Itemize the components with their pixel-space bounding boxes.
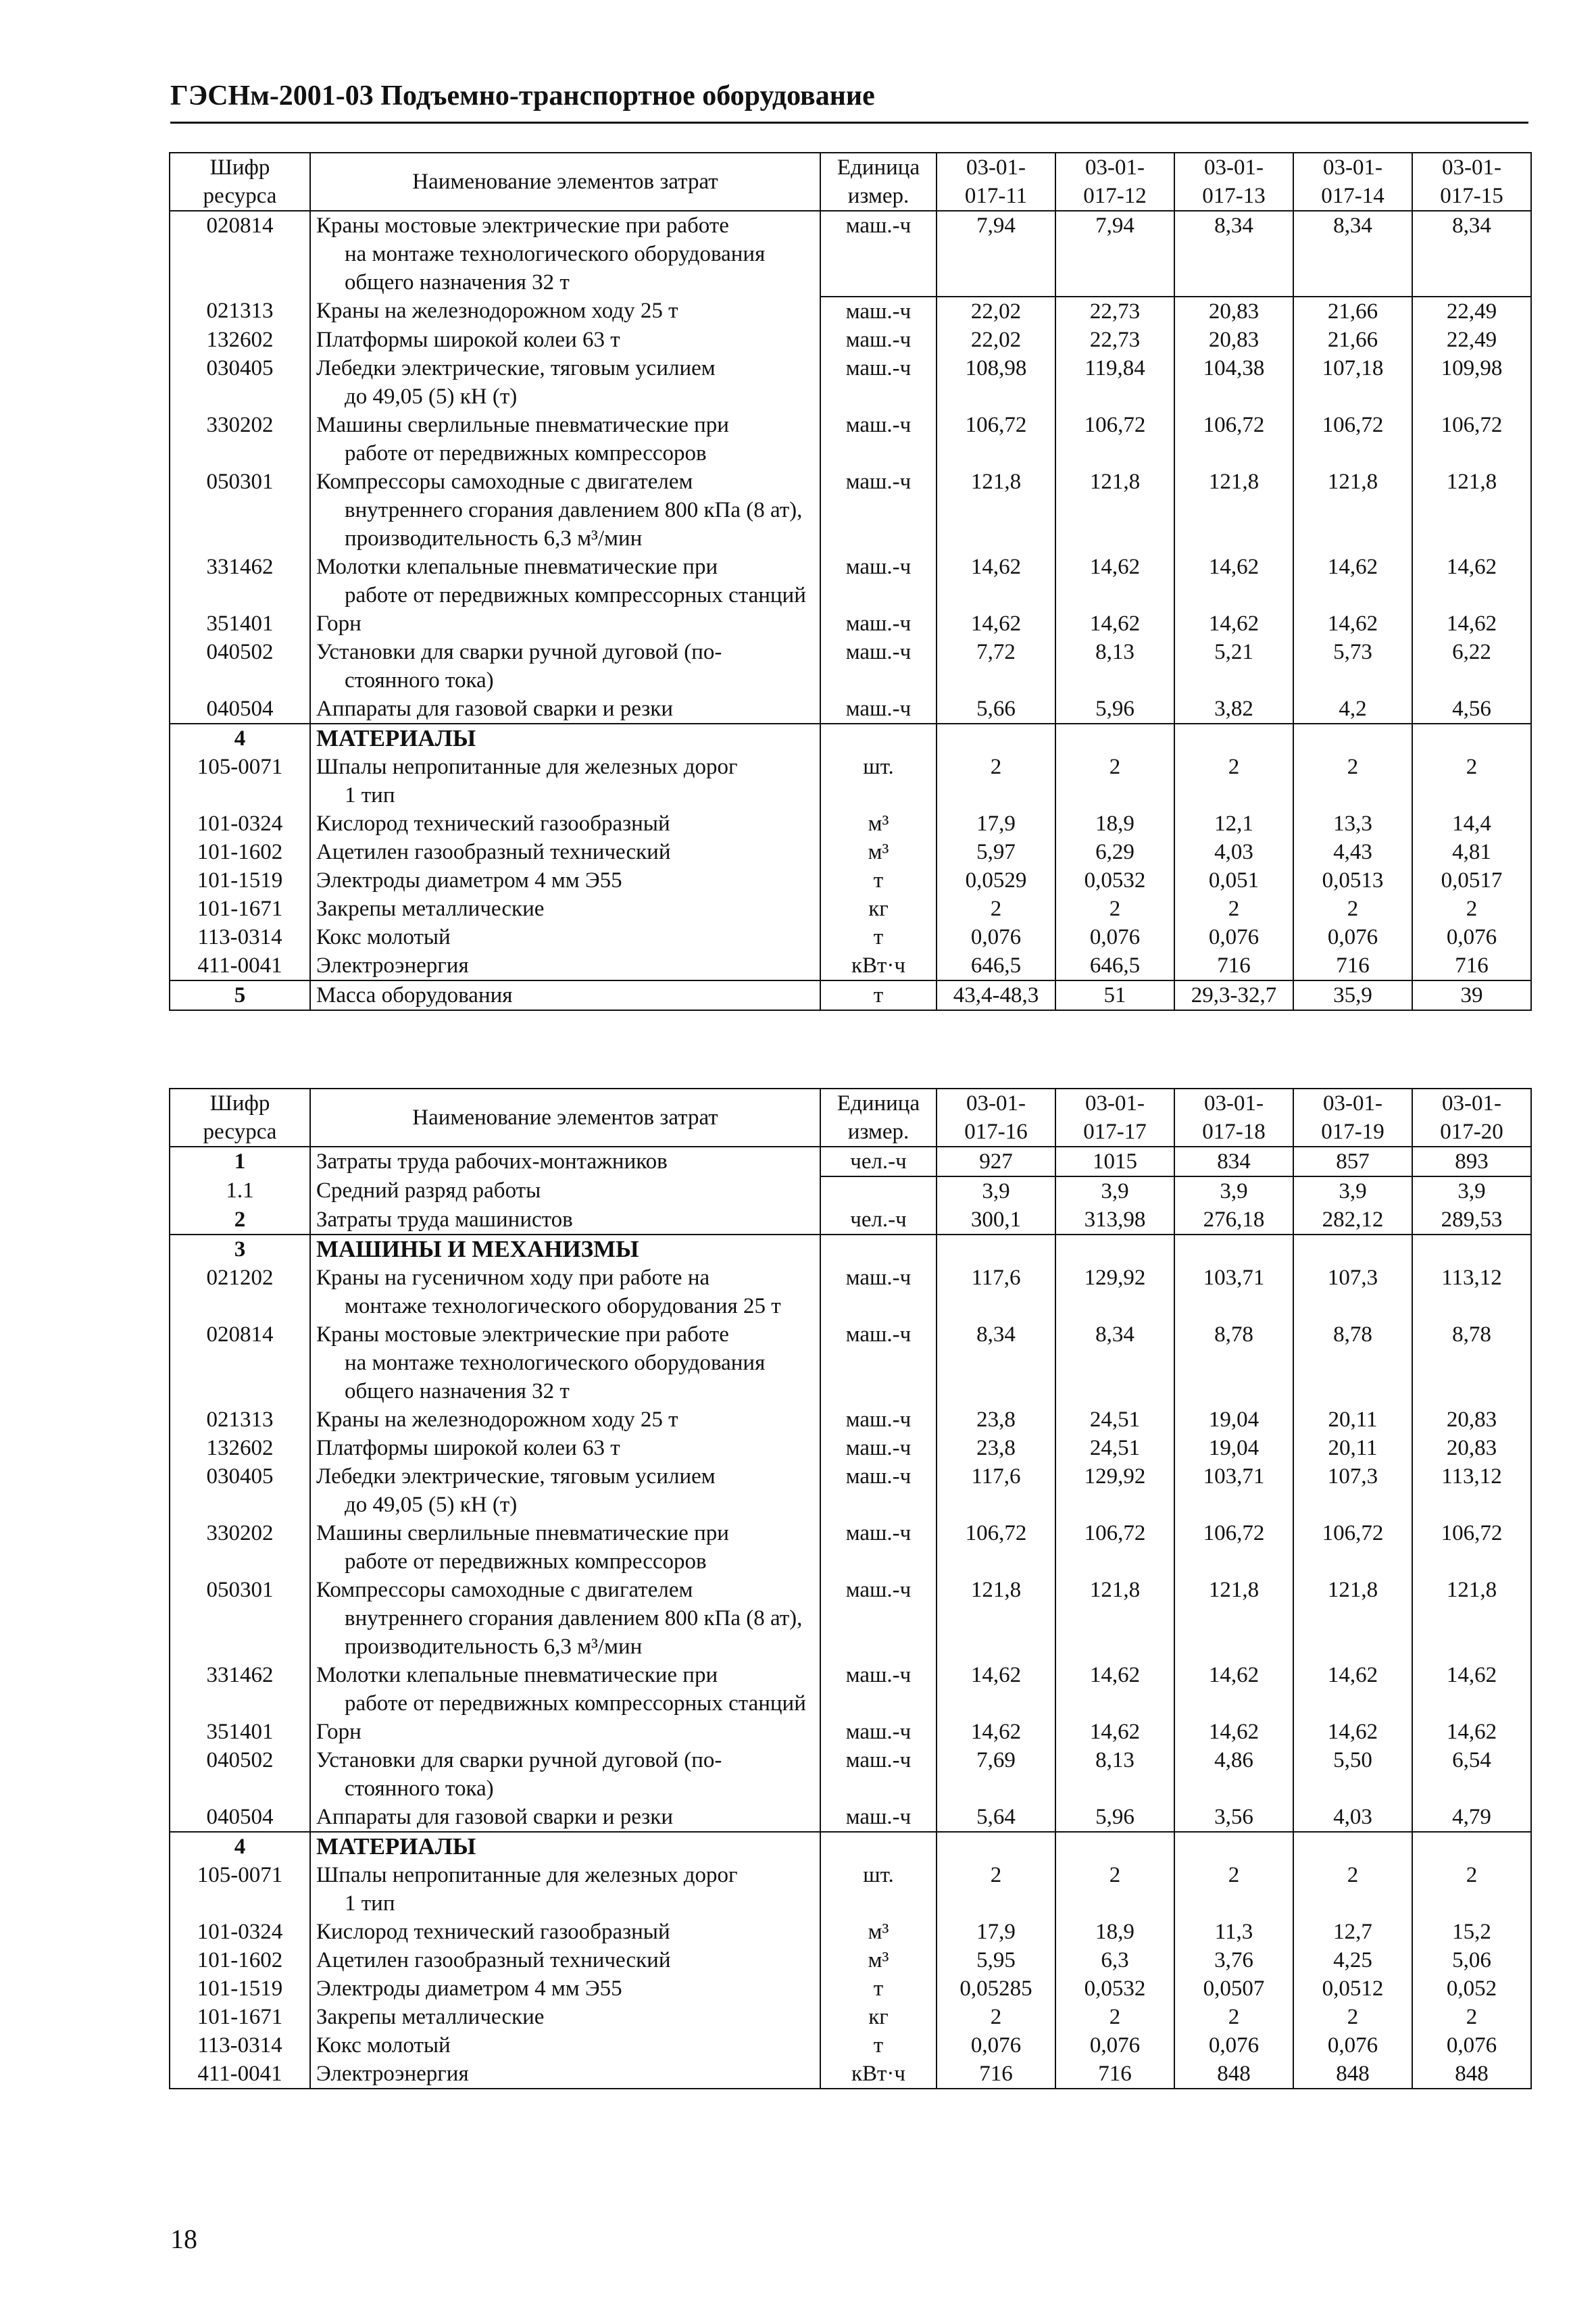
- table-row: 101-1519 Электроды диаметром 4 мм Э55 т 0,05285 0,0532 0,0507 0,0512 0,052: [170, 1974, 1531, 2003]
- table-row: 020814 Краны мостовые электрические при работе на монтаже технологического оборудования общего назначения 32 т маш.-ч 8,34 8,34 8,78 8,78 8,78: [170, 1320, 1531, 1405]
- table-row: 1 Затраты труда рабочих-монтажников чел.-ч 927 1015 834 857 893: [170, 1147, 1531, 1176]
- name-header: Наименование элементов затрат: [310, 1089, 820, 1147]
- table-row: 331462 Молотки клепальные пневматические при работе от передвижных компрессорных станций маш.-ч 14,62 14,62 14,62 14,62 14,62: [170, 1661, 1531, 1718]
- table-row: 101-1519 Электроды диаметром 4 мм Э55 т 0,0529 0,0532 0,051 0,0513 0,0517: [170, 866, 1531, 895]
- code-header: Шифр ресурса: [170, 153, 310, 211]
- table-row: 101-1671 Закрепы металлические кг 2 2 2 2 2: [170, 2003, 1531, 2031]
- table-row: 2 Затраты труда машинистов чел.-ч 300,1 313,98 276,18 282,12 289,53: [170, 1205, 1531, 1235]
- norm-code-header: 03-01- 017-18: [1174, 1089, 1293, 1147]
- norm-code-header: 03-01- 017-17: [1055, 1089, 1174, 1147]
- table-row: 330202 Машины сверлильные пневматические при работе от передвижных компрессоров маш.-ч 106,72 106,72 106,72 106,72 106,72: [170, 411, 1531, 468]
- table-row: 101-1671 Закрепы металлические кг 2 2 2 2 2: [170, 895, 1531, 923]
- table-row: 021313 Краны на железнодорожном ходу 25 т маш.-ч 22,02 22,73 20,83 21,66 22,49: [170, 297, 1531, 326]
- table-row: 040502 Установки для сварки ручной дуговой (по- стоянного тока) маш.-ч 7,72 8,13 5,21 5,73 6,22: [170, 638, 1531, 695]
- table-row: 020814 Краны мостовые электрические при работе на монтаже технологического оборудования общего назначения 32 т маш.-ч 7,94 7,94 8,34 8,34 8,34: [170, 211, 1531, 297]
- table-row: 101-0324 Кислород технический газообразный м³ 17,9 18,9 12,1 13,3 14,4: [170, 810, 1531, 838]
- table-row: 040504 Аппараты для газовой сварки и резки маш.-ч 5,64 5,96 3,56 4,03 4,79: [170, 1803, 1531, 1832]
- table-row: 132602 Платформы широкой колеи 63 т маш.-ч 22,02 22,73 20,83 21,66 22,49: [170, 326, 1531, 354]
- norm-code-header: 03-01- 017-16: [937, 1089, 1055, 1147]
- table-row: 021313 Краны на железнодорожном ходу 25 т маш.-ч 23,8 24,51 19,04 20,11 20,83: [170, 1405, 1531, 1434]
- section-header-materials: 4 МАТЕРИАЛЫ: [170, 724, 1531, 753]
- norm-code-header: 03-01- 017-19: [1293, 1089, 1412, 1147]
- table-row: 411-0041 Электроэнергия кВт·ч 646,5 646,5 716 716 716: [170, 951, 1531, 980]
- table-row: 411-0041 Электроэнергия кВт·ч 716 716 848 848 848: [170, 2060, 1531, 2089]
- table-row: 040502 Установки для сварки ручной дуговой (по- стоянного тока) маш.-ч 7,69 8,13 4,86 5,50 6,54: [170, 1746, 1531, 1803]
- norm-code-header: 03-01- 017-12: [1055, 153, 1174, 211]
- table-row: 040504 Аппараты для газовой сварки и резки маш.-ч 5,66 5,96 3,82 4,2 4,56: [170, 695, 1531, 724]
- table-row: 132602 Платформы широкой колеи 63 т маш.-ч 23,8 24,51 19,04 20,11 20,83: [170, 1434, 1531, 1462]
- unit-header: Единица измер.: [820, 1089, 937, 1147]
- table-header: [170, 153, 1531, 211]
- table-row: 030405 Лебедки электрические, тяговым усилием до 49,05 (5) кН (т) маш.-ч 108,98 119,84 104,38 107,18 109,98: [170, 354, 1531, 411]
- page-number: 18: [170, 2224, 197, 2254]
- table-row: 351401 Горн маш.-ч 14,62 14,62 14,62 14,62 14,62: [170, 1718, 1531, 1746]
- table-row: 331462 Молотки клепальные пневматические при работе от передвижных компрессорных станций маш.-ч 14,62 14,62 14,62 14,62 14,62: [170, 553, 1531, 609]
- norm-code-header: 03-01- 017-15: [1412, 153, 1531, 211]
- unit-header: Единица измер.: [820, 153, 937, 211]
- code-header: Шифр ресурса: [170, 1089, 310, 1147]
- table-row: 050301 Компрессоры самоходные с двигателем внутреннего сгорания давлением 800 кПа (8 ат), производительность 6,3 м³/мин маш.-ч 121,8 121,8 121,8 121,8 121,8: [170, 468, 1531, 553]
- table-row: 101-1602 Ацетилен газообразный технический м³ 5,95 6,3 3,76 4,25 5,06: [170, 1946, 1531, 1974]
- section-equipment-mass: 5 Масса оборудования т 43,4-48,3 51 29,3-32,7 35,9 39: [170, 980, 1531, 1010]
- cost-table-2: [169, 1088, 1532, 2089]
- norm-code-header: 03-01- 017-13: [1174, 153, 1293, 211]
- table-row: 1.1 Средний разряд работы 3,9 3,9 3,9 3,9 3,9: [170, 1176, 1531, 1205]
- table-header: [170, 1089, 1531, 1147]
- table-row: 101-0324 Кислород технический газообразный м³ 17,9 18,9 11,3 12,7 15,2: [170, 1918, 1531, 1946]
- table-row: 050301 Компрессоры самоходные с двигателем внутреннего сгорания давлением 800 кПа (8 ат), производительность 6,3 м³/мин маш.-ч 121,8 121,8 121,8 121,8 121,8: [170, 1576, 1531, 1661]
- norm-code-header: 03-01- 017-14: [1293, 153, 1412, 211]
- page-header: ГЭСНм-2001-03 Подъемно-транспортное оборудование: [170, 80, 1528, 124]
- table-row: 105-0071 Шпалы непропитанные для железных дорог 1 тип шт. 2 2 2 2 2: [170, 1861, 1531, 1918]
- table-row: 105-0071 Шпалы непропитанные для железных дорог 1 тип шт. 2 2 2 2 2: [170, 753, 1531, 810]
- table-row: 113-0314 Кокс молотый т 0,076 0,076 0,076 0,076 0,076: [170, 2031, 1531, 2060]
- section-header-machines: 3 МАШИНЫ И МЕХАНИЗМЫ: [170, 1235, 1531, 1264]
- table-row: 021202 Краны на гусеничном ходу при работе на монтаже технологического оборудования 25 т маш.-ч 117,6 129,92 103,71 107,3 113,12: [170, 1264, 1531, 1320]
- cost-table-1: [169, 152, 1532, 1011]
- table-row: 330202 Машины сверлильные пневматические при работе от передвижных компрессоров маш.-ч 106,72 106,72 106,72 106,72 106,72: [170, 1519, 1531, 1576]
- section-header-materials: 4 МАТЕРИАЛЫ: [170, 1832, 1531, 1861]
- norm-code-header: 03-01- 017-20: [1412, 1089, 1531, 1147]
- table-row: 101-1602 Ацетилен газообразный технический м³ 5,97 6,29 4,03 4,43 4,81: [170, 838, 1531, 866]
- table-row: 351401 Горн маш.-ч 14,62 14,62 14,62 14,62 14,62: [170, 609, 1531, 638]
- table-row: 030405 Лебедки электрические, тяговым усилием до 49,05 (5) кН (т) маш.-ч 117,6 129,92 103,71 107,3 113,12: [170, 1462, 1531, 1519]
- table-row: 113-0314 Кокс молотый т 0,076 0,076 0,076 0,076 0,076: [170, 923, 1531, 951]
- name-header: Наименование элементов затрат: [310, 153, 820, 211]
- norm-code-header: 03-01- 017-11: [937, 153, 1055, 211]
